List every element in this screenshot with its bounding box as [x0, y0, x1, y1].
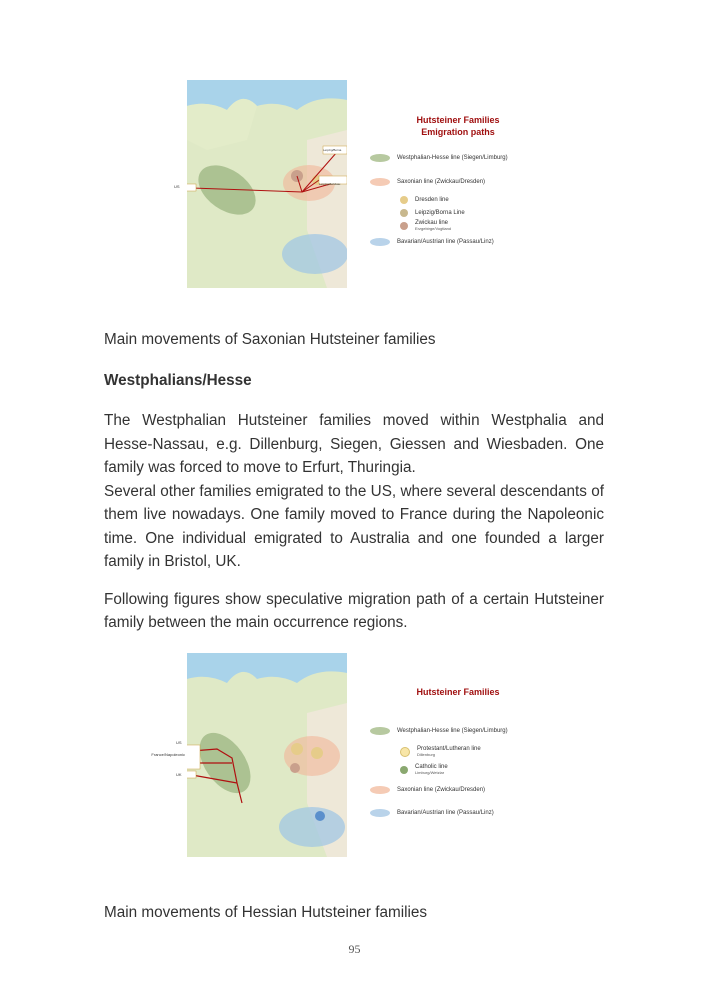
- legend-label: Leipzig/Borna Line: [415, 210, 465, 216]
- legend-label: Bavarian/Austrian line (Passau/Linz): [397, 239, 494, 245]
- map-label-us: US: [174, 184, 180, 189]
- section-heading: Westphalians/Hesse: [104, 372, 252, 389]
- legend-sublabel: Limburg/Wetzlar: [415, 770, 445, 775]
- map-label-leipzig: Leipzig/Borna: [323, 148, 342, 152]
- legend-item: [400, 746, 481, 757]
- legend-label: Saxonian line (Zwickau/Dresden): [397, 787, 486, 793]
- legend-label: Saxonian line (Zwickau/Dresden): [397, 179, 486, 185]
- map-label-france: France/Napoleonic: [135, 752, 185, 757]
- map-label-us: US: [176, 740, 182, 745]
- legend-item: [370, 786, 485, 794]
- legend-item: [400, 220, 451, 231]
- page-number: 95: [348, 942, 361, 956]
- bavarian-area: [282, 234, 347, 274]
- legend-label: Westphalian-Hesse line (Siegen/Limburg): [397, 728, 508, 734]
- legend-item: [370, 809, 494, 817]
- paragraph: Several other families emigrated to the US, where several descendants of them live nowadays. One family moved to France during the Napoleonic time. One individual emigrated to Australia and one founded a larger family in Bristol, UK.: [104, 482, 604, 570]
- legend-item: [370, 178, 485, 186]
- legend-label: Dresden line: [415, 197, 449, 203]
- figure1-caption: Main movements of Saxonian Hutsteiner families: [104, 331, 436, 348]
- figure2-caption: Main movements of Hessian Hutsteiner families: [104, 904, 428, 921]
- figure1-legend: [370, 114, 540, 254]
- legend-label: Zwickau line: [415, 220, 449, 226]
- legend-title: [370, 114, 546, 138]
- legend-sublabel: Dillenburg: [417, 752, 436, 757]
- paragraph: The Westphalian Hutsteiner families moved within Westphalia and Hesse-Nassau, e.g. Dillenburg, Siegen, Giessen and Wiesbaden. One family was forced to move to Erfurt, Thuringia.: [104, 412, 604, 476]
- legend-title-line1: Hutsteiner Families: [416, 115, 500, 125]
- legend-title-line2: Emigration paths: [421, 127, 495, 137]
- legend-item: [370, 727, 508, 735]
- map-label-uk: UK: [176, 772, 182, 777]
- figure2-legend: [370, 686, 540, 826]
- legend-label: Catholic line: [415, 764, 448, 770]
- legend-item: [370, 154, 508, 162]
- legend-item: [400, 196, 449, 204]
- paragraph: Following figures show speculative migration path of a certain Hutsteiner family between the main occurrence regions.: [104, 590, 604, 631]
- map-label-zwickau: Leipzig/Zwickau: [319, 182, 341, 186]
- legend-label: Protestant/Lutheran line: [417, 746, 481, 752]
- body-text: [104, 409, 604, 635]
- legend-title: Hutsteiner Families: [416, 687, 500, 697]
- legend-label: Bavarian/Austrian line (Passau/Linz): [397, 810, 494, 816]
- bavarian-area: [279, 807, 345, 847]
- germany-map-hessian: [187, 653, 347, 857]
- legend-sublabel: Erzgebirge/Vogtland: [415, 226, 452, 231]
- legend-item: [400, 764, 448, 775]
- legend-item: [370, 238, 494, 246]
- legend-item: [400, 209, 465, 217]
- legend-label: Westphalian-Hesse line (Siegen/Limburg): [397, 155, 508, 161]
